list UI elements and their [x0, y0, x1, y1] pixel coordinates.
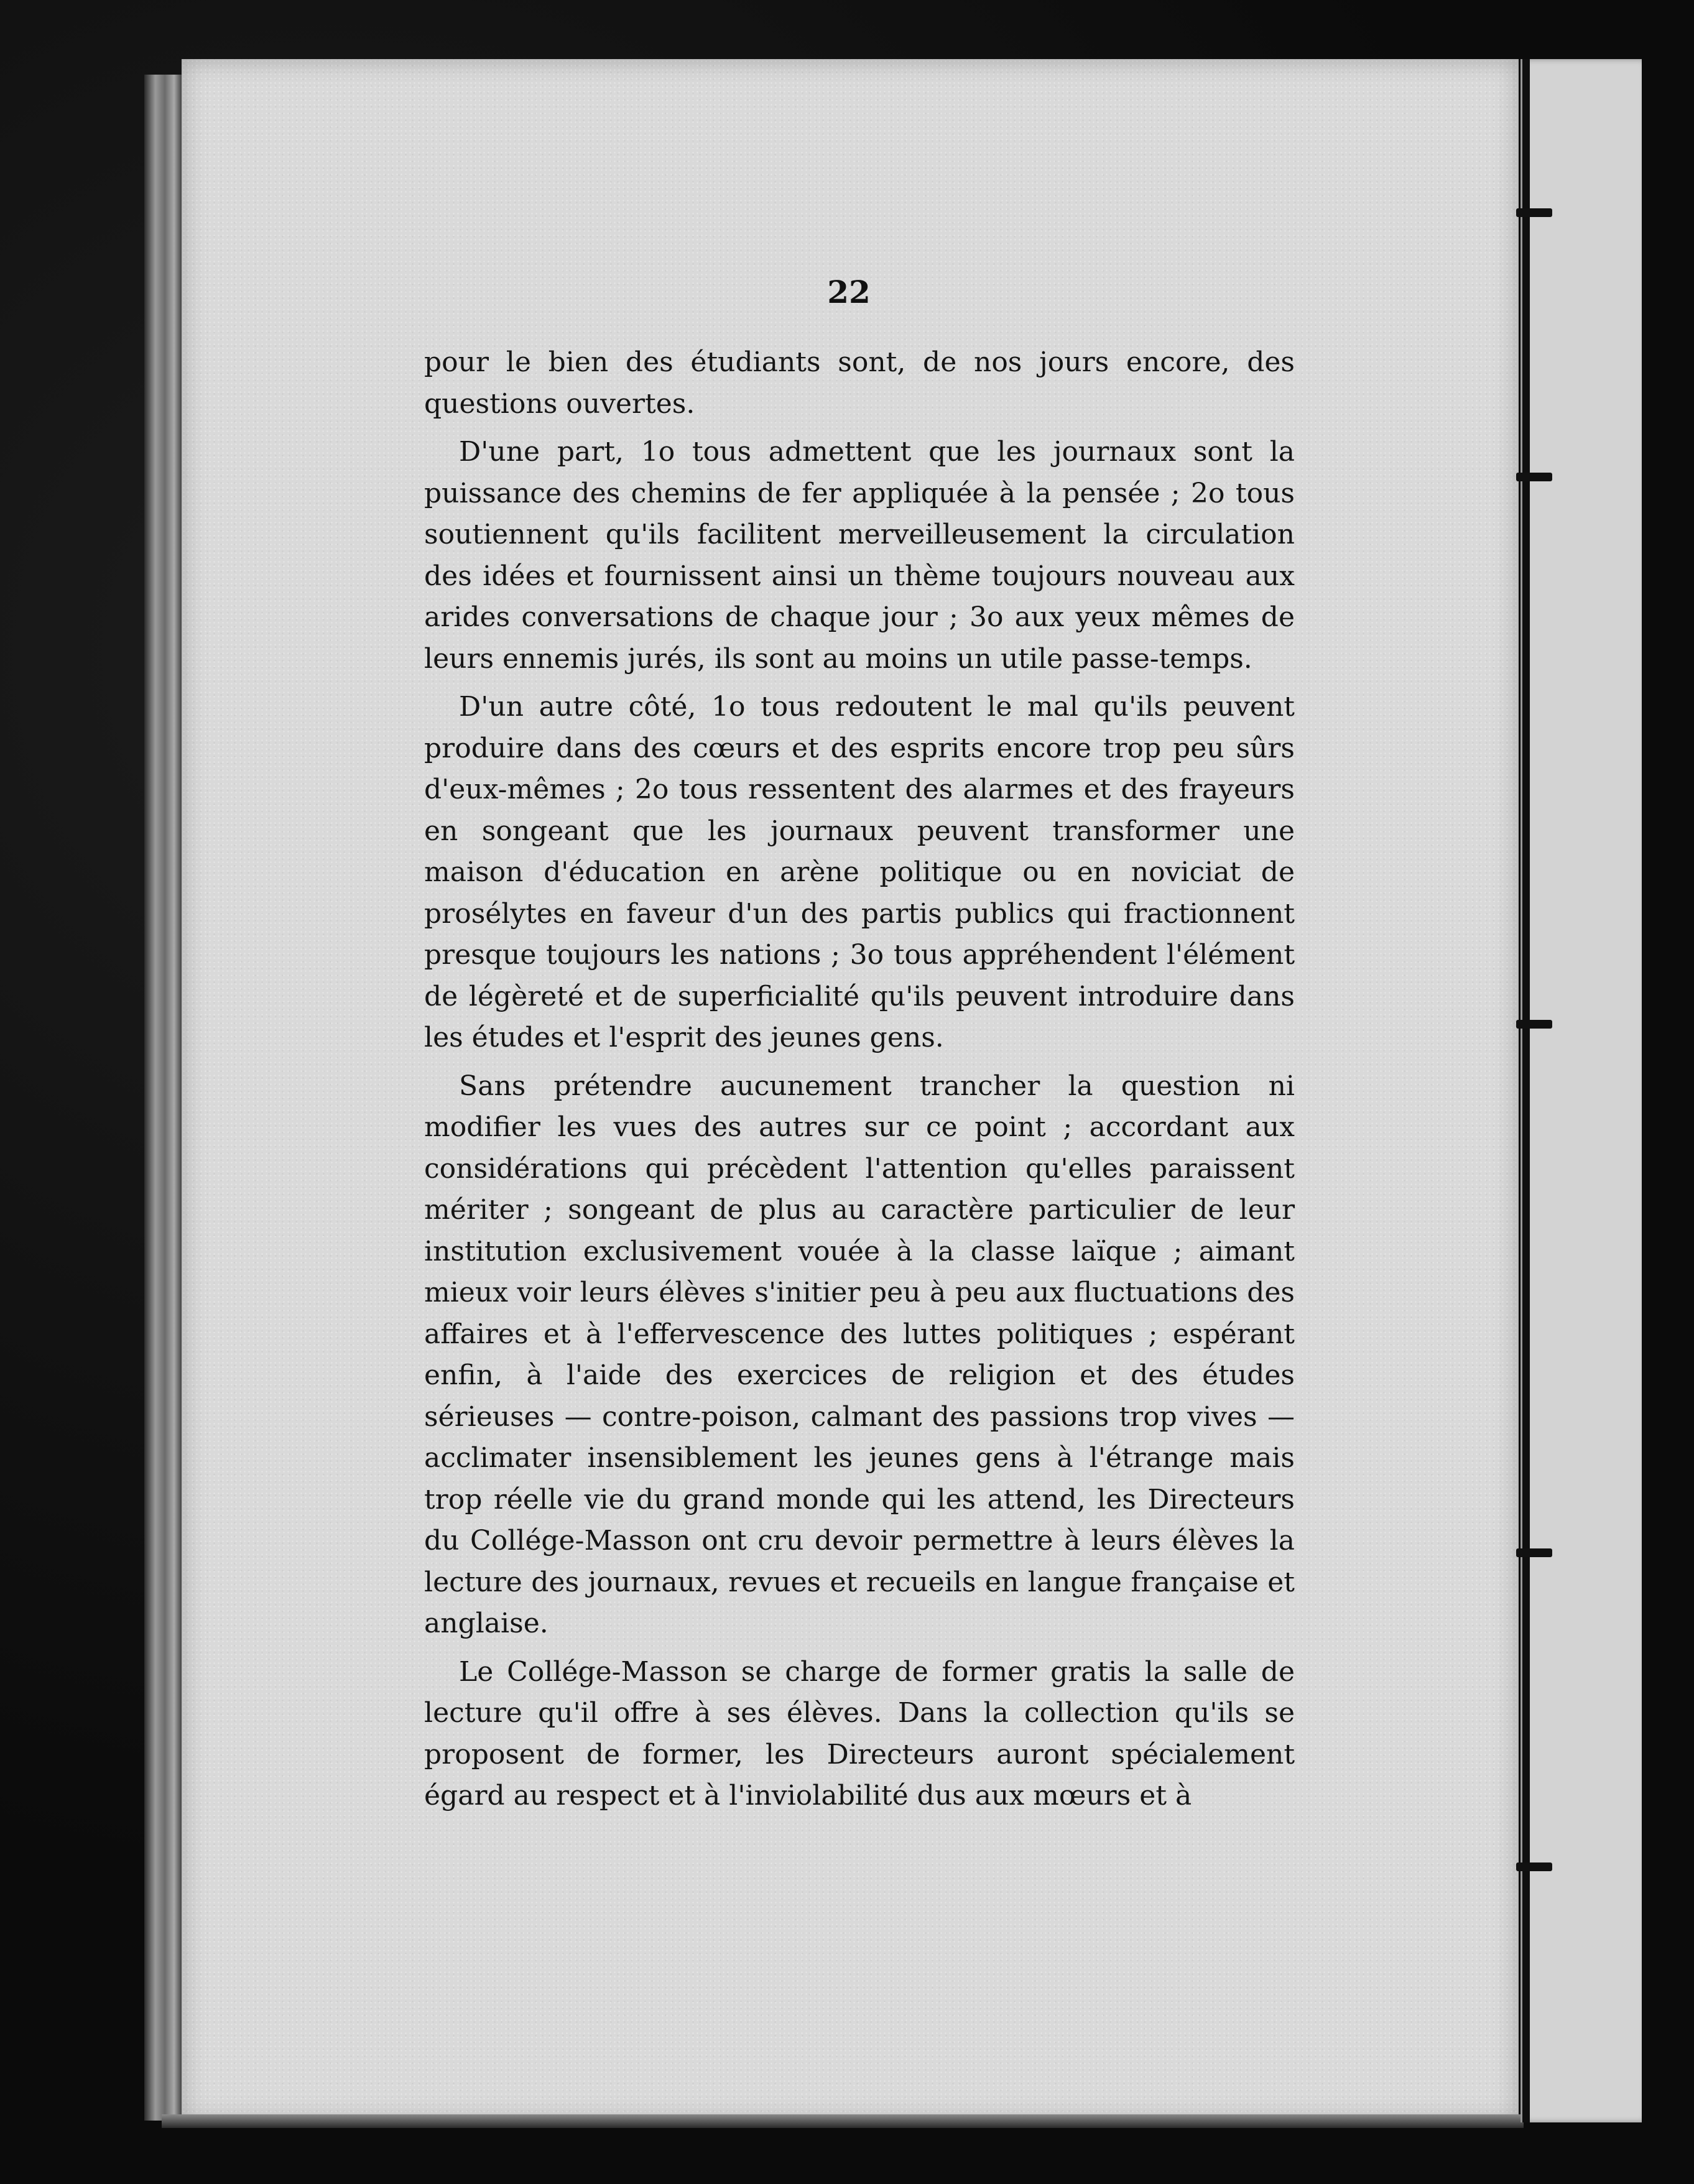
binding-stitch	[1516, 208, 1552, 217]
paragraph: D'une part, 1o tous admettent que les journaux sont la puissance des chemins de fer appliquée à la pensée ; 2o tous soutiennent qu'ils facilitent merveilleusement la circulation des idées et fournissent ainsi un thème toujours nouveau aux arides conversations de chaque jour ; 3o aux yeux mêmes de leurs ennemis jurés, ils sont au moins un utile passe-temps.	[424, 436, 1295, 675]
binding-stitch	[1516, 1020, 1552, 1029]
paragraph: D'un autre côté, 1o tous redoutent le mal qu'ils peuvent produire dans des cœurs et des esprits encore trop peu sûrs d'eux-mêmes ; 2o tous ressentent des alarmes et des frayeurs en songeant que les journaux peuvent transformer une maison d'éducation en arène politique ou en noviciat de prosélytes en faveur d'un des partis publics qui fractionnent presque toujours les nations ; 3o tous appréhendent l'élément de légèreté et de superficialité qu'ils peuvent introduire dans les études et l'esprit des jeunes gens.	[424, 691, 1295, 1053]
page-bottom-edge	[162, 2114, 1524, 2128]
binding-spine	[1522, 59, 1530, 2122]
paragraph: pour le bien des étudiants sont, de nos jours encore, des questions ouvertes.	[424, 346, 1295, 420]
paragraph: Sans prétendre aucunement trancher la question ni modifier les vues des autres sur ce point ; accordant aux considérations qui précèdent l'attention qu'elles paraissent mériter ; songeant de plus au caractère particulier de leur institution exclusivement vouée à la classe laïque ; aimant mieux voir leurs élèves s'initier peu à peu aux fluctuations des affaires et à l'effervescence des luttes politiques ; espérant enfin, à l'aide des exercices de religion et des études sérieuses — contre-poison, calmant des passions trop vives — acclimater insensiblement les jeunes gens à l'étrange mais trop réelle vie du grand monde qui les attend, les Directeurs du Collége-Masson ont cru devoir permettre à leurs élèves la lecture des journaux, revues et recueils en langue française et anglaise.	[424, 1070, 1295, 1639]
binding-stitch	[1516, 473, 1552, 481]
binding-stitch	[1516, 1548, 1552, 1557]
body-text	[424, 342, 1295, 1824]
page-number: 22	[827, 274, 871, 310]
paragraph: Le Collége-Masson se charge de former gratis la salle de lecture qu'il offre à ses élèves. Dans la collection qu'ils se proposent de former, les Directeurs auront spécialement égard au respect et à l'inviolabilité dus aux mœurs et à	[424, 1655, 1295, 1812]
binding-stitch	[1516, 1862, 1552, 1871]
next-page-edge	[1520, 59, 1642, 2122]
book-edge-left	[144, 75, 182, 2121]
